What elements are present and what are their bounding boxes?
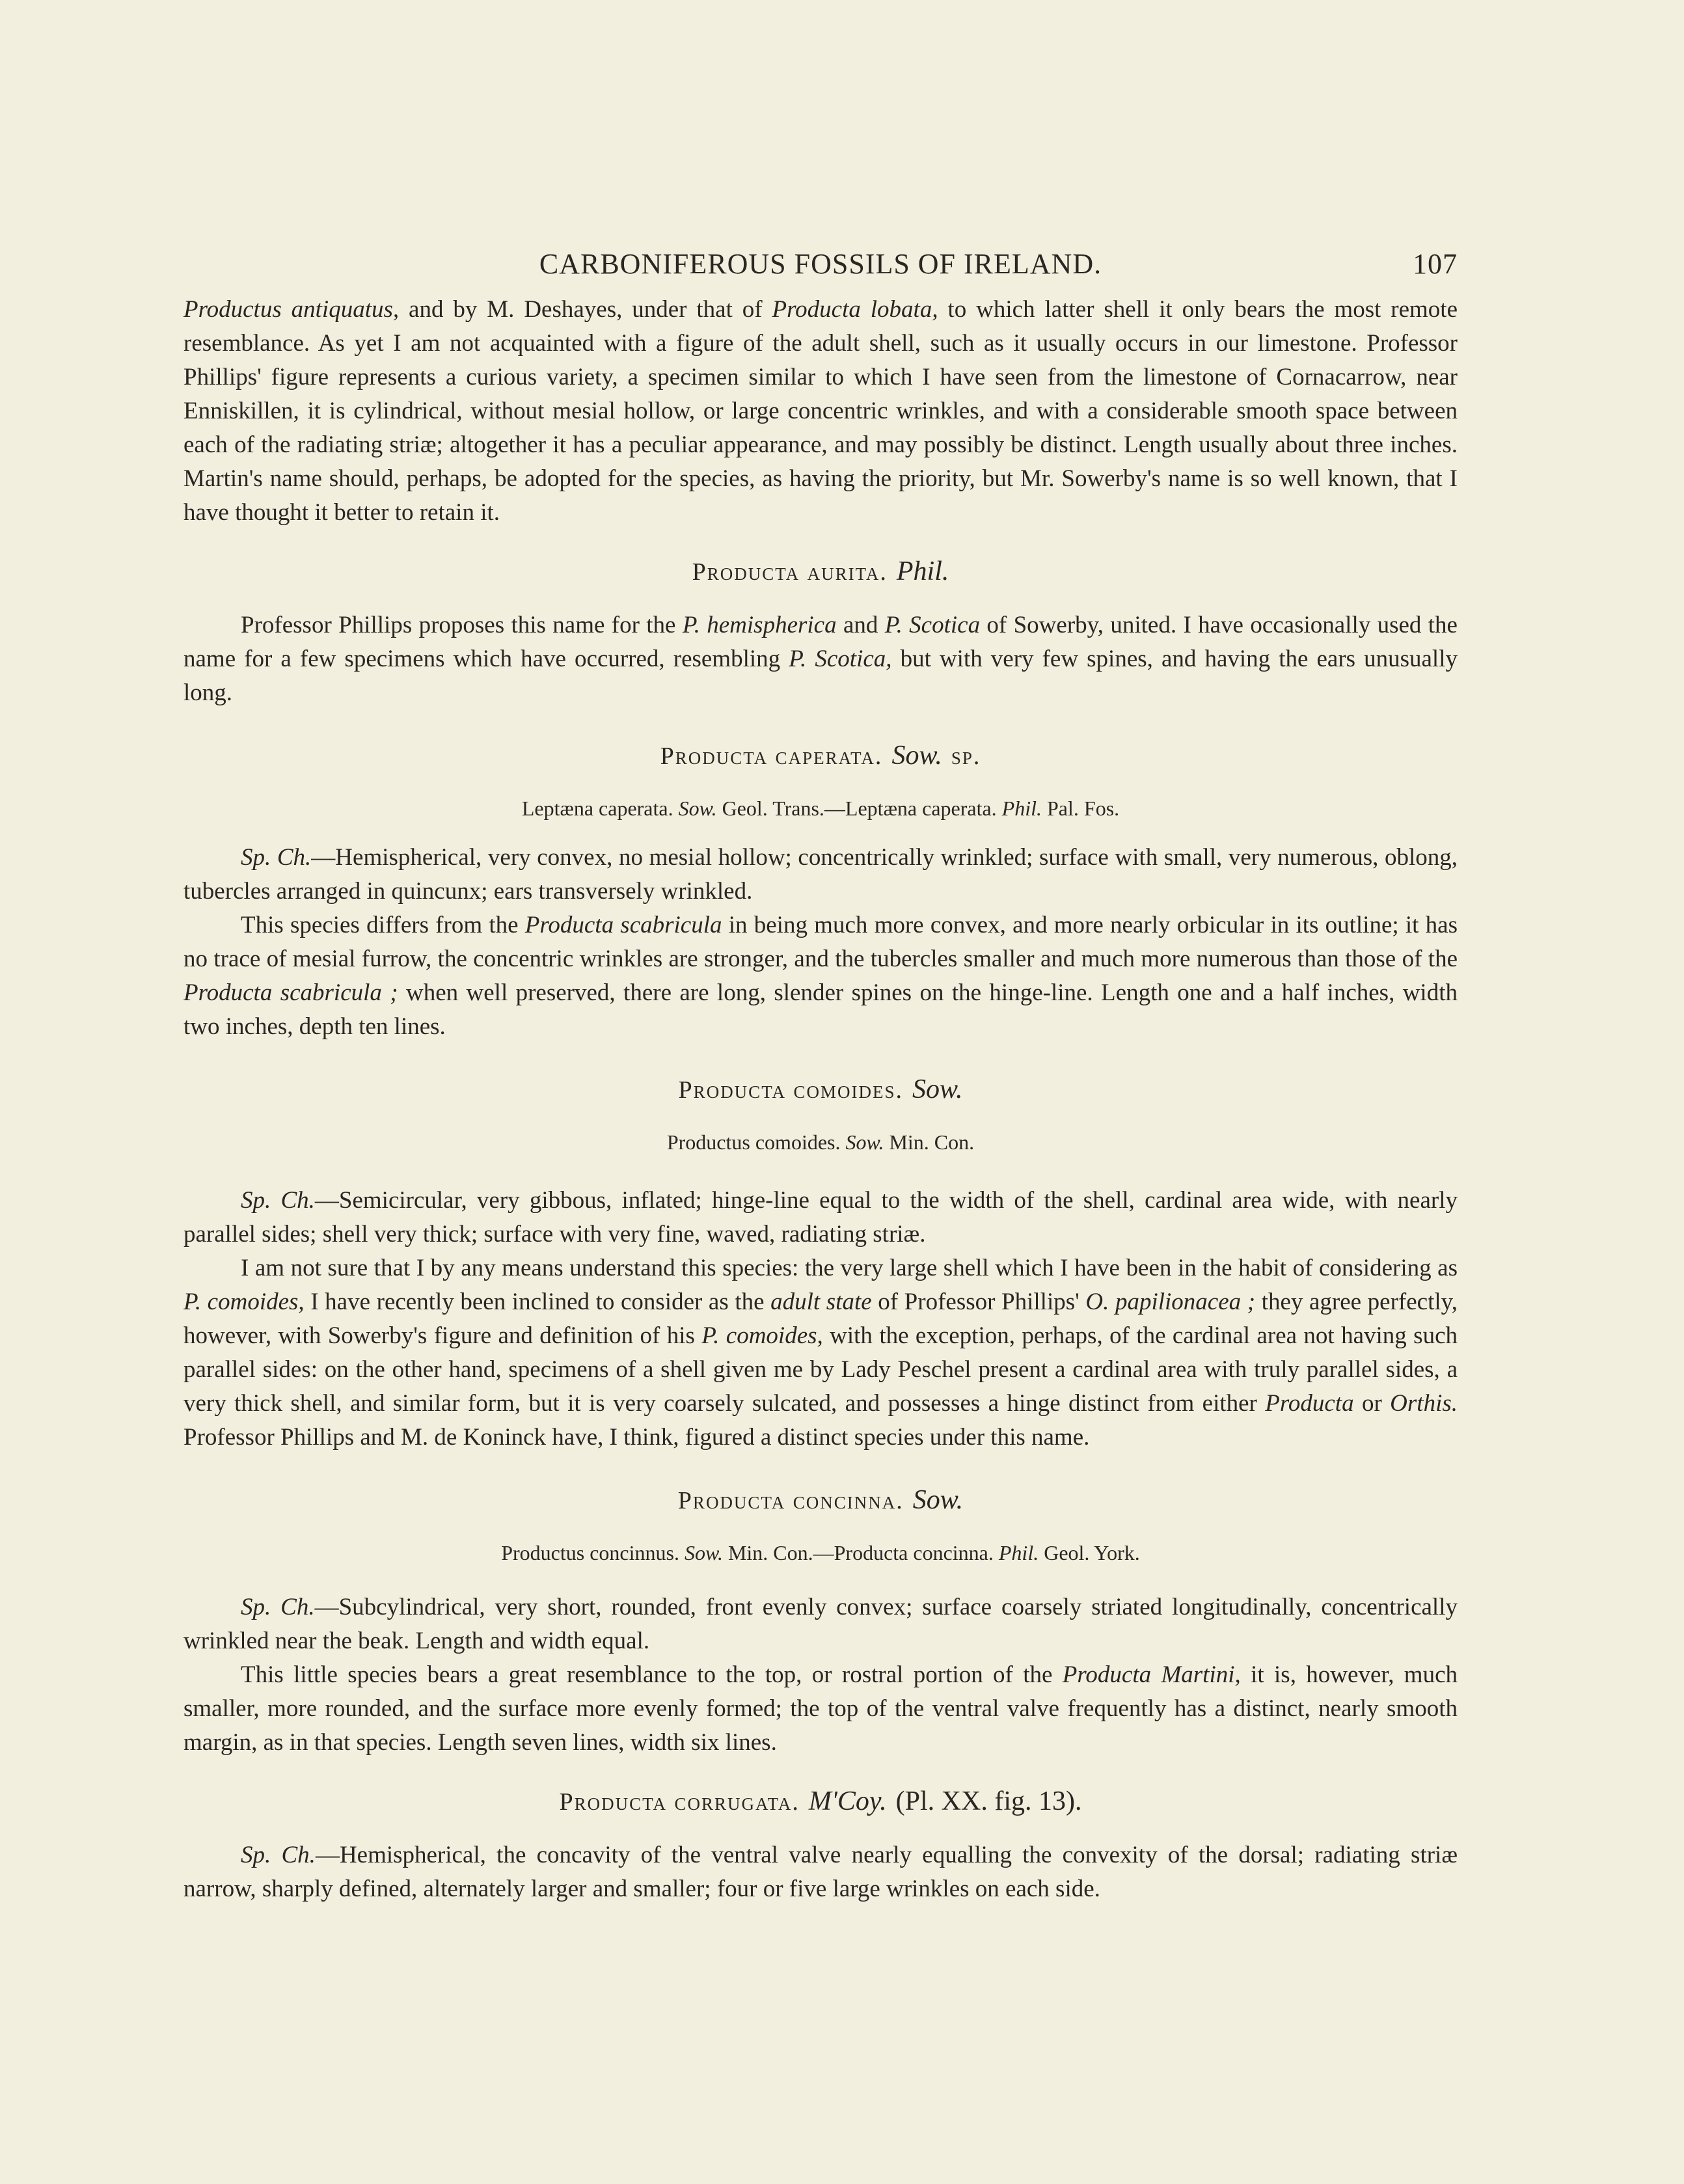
comoides-synonymy: Productus comoides. Sow. Min. Con. xyxy=(666,1130,975,1154)
page xyxy=(183,247,1458,1906)
heading-producta-comoides: Producta comoides. Sow. xyxy=(678,1074,963,1104)
caperata-synonymy: Leptæna caperata. Sow. Geol. Trans.—Leptæna caperata. Phil. Pal. Fos. xyxy=(521,797,1120,820)
running-head xyxy=(183,247,1458,293)
heading-producta-caperata: Producta caperata. Sow. sp. xyxy=(660,741,981,771)
heading-producta-concinna: Producta concinna. Sow. xyxy=(677,1485,964,1515)
comoides-characters: Sp. Ch.—Semicircular, very gibbous, inflated; hinge-line equal to the width of the shell, cardinal area wide, with nearly parallel sides; shell very thick; surface with very fine, waved, radiating striæ. xyxy=(183,1187,1458,1248)
concinna-description: This little species bears a great resemblance to the top, or rostral portion of the Producta Martini, it is, however, much smaller, more rounded, and the surface more evenly formed; the top of the ventral valve frequently has a distinct, nearly smooth margin, as in that species. Length seven lines, width six lines. xyxy=(183,1661,1458,1756)
caperata-characters: Sp. Ch.—Hemispherical, very convex, no mesial hollow; concentrically wrinkled; surface with small, very numerous, oblong, tubercles arranged in quincunx; ears transversely wrinkled. xyxy=(183,844,1458,905)
page-number: 107 xyxy=(1413,248,1458,280)
caperata-description: This species differs from the Producta scabricula in being much more convex, and more nearly orbicular in its outline; it has no trace of mesial furrow, the concentric wrinkles are stronger, and the tubercles smaller and much more numerous than those of the Producta scabricula ; when well preserved, there are long, slender spines on the hinge-line. Length one and a half inches, width two inches, depth ten lines. xyxy=(183,912,1458,1040)
concinna-synonymy: Productus concinnus. Sow. Min. Con.—Producta concinna. Phil. Geol. York. xyxy=(501,1541,1140,1564)
corrugata-characters: Sp. Ch.—Hemispherical, the concavity of the ventral valve nearly equalling the convexity of the dorsal; radiating striæ narrow, sharply defined, alternately larger and smaller; four or five large wrinkles on each side. xyxy=(183,1842,1458,1902)
running-title: CARBONIFEROUS FOSSILS OF IRELAND. xyxy=(539,248,1102,280)
aurita-paragraph: Professor Phillips proposes this name for the P. hemispherica and P. Scotica of Sowerby, united. I have occasionally used the name for a few specimens which have occurred, resembling P. Scotica, but with very few spines, and having the ears unusually long. xyxy=(183,612,1458,706)
heading-producta-aurita: Producta aurita. Phil. xyxy=(692,556,949,586)
heading-producta-corrugata: Producta corrugata. M'Coy. (Pl. XX. fig. 13). xyxy=(559,1786,1082,1816)
intro-paragraph: Productus antiquatus, and by M. Deshayes, under that of Producta lobata, to which latter shell it only bears the most remote resemblance. As yet I am not acquainted with a figure of the adult shell, such as it usually occurs in our limestone. Professor Phillips' figure represents a curious variety, a specimen similar to which I have seen from the limestone of Cornacarrow, near Enniskillen, it is cylindrical, without mesial hollow, or large concentric wrinkles, and with a considerable smooth space between each of the radiating striæ; altogether it has a peculiar appearance, and may possibly be distinct. Length usually about three inches. Martin's name should, perhaps, be adopted for the species, as having the priority, but Mr. Sowerby's name is so well known, that I have thought it better to retain it. xyxy=(183,296,1458,526)
comoides-description: I am not sure that I by any means understand this species: the very large shell which I have been in the habit of considering as P. comoides, I have recently been inclined to consider as the adult state of Professor Phillips' O. papilionacea ; they agree perfectly, however, with Sowerby's figure and definition of his P. comoides, with the exception, perhaps, of the cardinal area not having such parallel sides: on the other hand, specimens of a shell given me by Lady Peschel present a cardinal area with truly parallel sides, a very thick shell, and similar form, but it is very coarsely sulcated, and possesses a hinge distinct from either Producta or Orthis. Professor Phillips and M. de Koninck have, I think, figured a distinct species under this name. xyxy=(183,1255,1458,1451)
concinna-characters: Sp. Ch.—Subcylindrical, very short, rounded, front evenly convex; surface coarsely striated longitudinally, concentrically wrinkled near the beak. Length and width equal. xyxy=(183,1594,1458,1654)
